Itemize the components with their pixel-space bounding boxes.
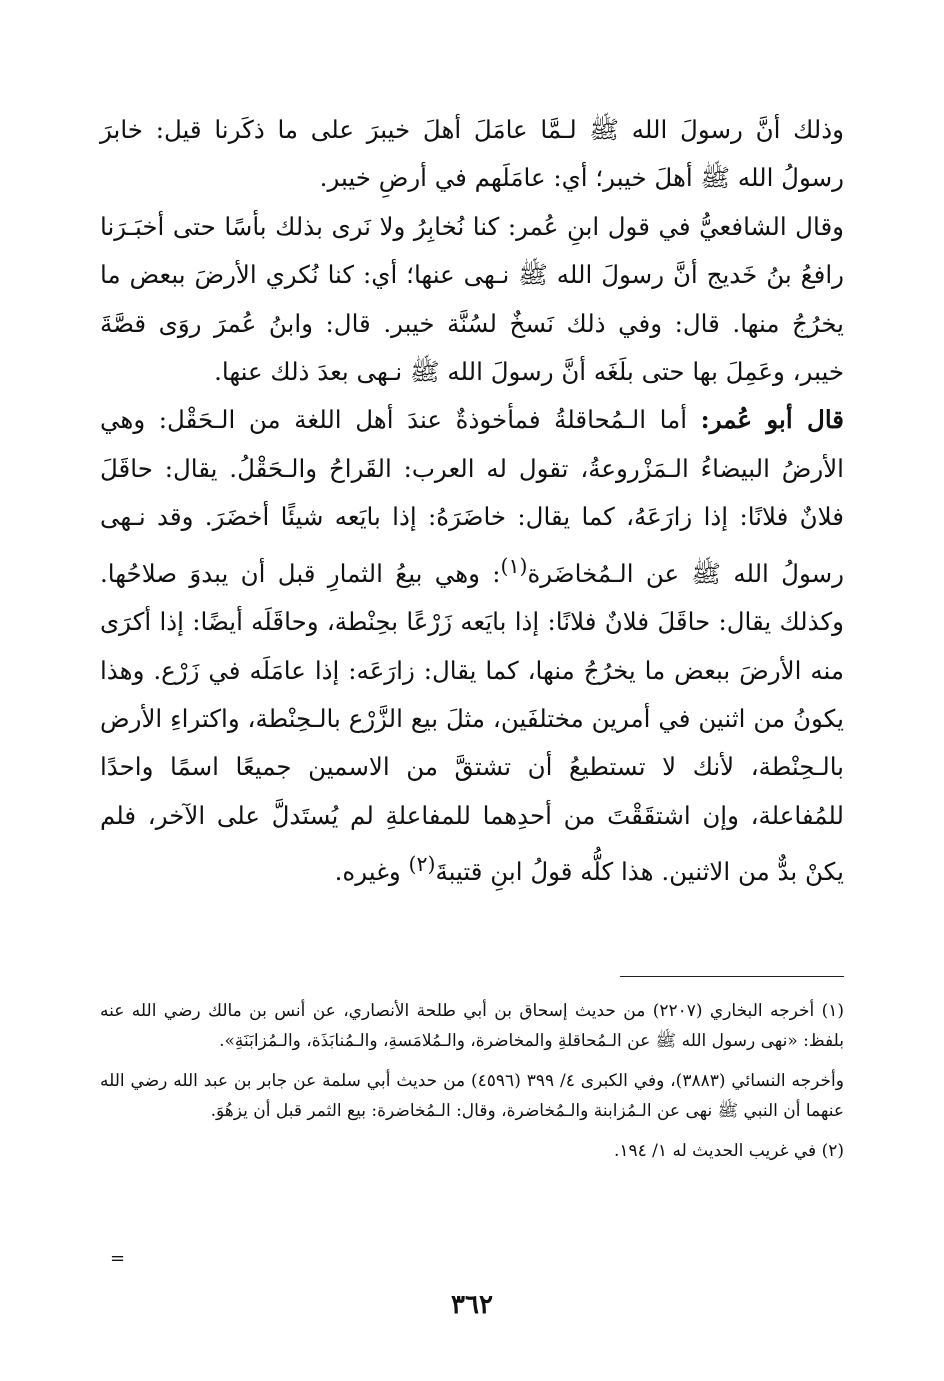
paragraph-1: وذلك أنَّ رسولَ الله ﷺ لـمَّا عامَلَ أهلَ خيبرَ على ما ذكَرنا قيل: خابرَ رسولُ الله ﷺ أهلَ خيبر؛ أي: عامَلَهم في أرضِ خيبر. bbox=[100, 115, 844, 193]
footnote-divider bbox=[620, 976, 844, 977]
paragraph-2: وقال الشافعيُّ في قول ابنِ عُمر: كنا نُخابِرُ ولا نَرى بذلك بأسًا حتى أخبَـرَنا رافعُ بنُ خَديج أنَّ رسولَ الله ﷺ نـهى عنها؛ أي: كنا نُكري الأرضَ ببعض ما يخرُجُ منها. قال: وفي ذلك نَسخٌ لسُنَّة خيبر. قال: وابنُ عُمرَ روَى قصَّةَ خيبر، وعَمِلَ بها حتى بلَغَه أنَّ رسولَ الله ﷺ نـهى بعدَ ذلك عنها. bbox=[100, 211, 844, 387]
paragraph-3-lead: قال أبو عُمر: bbox=[700, 405, 844, 435]
footnote-ref-2[interactable]: (٢) bbox=[408, 852, 436, 877]
paragraph-3-part-c: وغيره. bbox=[334, 857, 409, 887]
footnote-1-continued: وأخرجه النسائي (٣٨٨٣)، وفي الكبرى ٤/ ٣٩٩ (٤٥٩٦) من حديث أبي سلمة عن جابر بن عبد الله رضي الله عنهما أن النبي ﷺ نهى عن الـمُزابنة والـمُخاضرة، وقال: الـمُخاضرة: بيع الثمر قبل أن يزهُوَ. bbox=[100, 1071, 844, 1121]
main-text bbox=[100, 106, 844, 897]
footnote-2: (٢) في غريب الحديث له ١/ ١٩٤. bbox=[613, 1141, 844, 1161]
paragraph-3-part-a: أما الـمُحاقلةُ فمأخوذةٌ عندَ أهل اللغة من الـحَقْل: وهي الأرضُ البيضاءُ الـمَزْروعةُ، تقول له العرب: القَراحُ والـحَقْلُ. يقال: حاقَلَ فلانٌ فلانًا: إذا زارَعَهُ، كما يقال: خاضَرَهُ: إذا بايَعه شيئًا أخضَرَ. وقد نـهى رسولُ الله ﷺ عن الـمُخاضَرة bbox=[100, 405, 844, 588]
page-number: ٣٦٢ bbox=[451, 1290, 493, 1320]
paragraph-3 bbox=[100, 396, 844, 896]
footnotes bbox=[100, 996, 844, 1176]
continuation-mark: = bbox=[110, 1248, 126, 1269]
paragraph-3-part-b: : وهي بيعُ الثمارِ قبل أن يبدوَ صلاحُها. وكذلك يقال: حاقَلَ فلانٌ فلانًا: إذا بايَعه زَرْعًا بحِنْطة، وحاقَلَه أيضًا: إذا أكرَى منه الأرضَ ببعض ما يخرُجُ منها، كما يقال: زارَعَه: إذا عامَلَه في زَرْع. وهذا يكونُ من اثنين في أمرين مختلفَين، مثلَ بيع الزَّرْع بالـحِنْطة، واكتراءِ الأرض بالـحِنْطة، لأنك لا تستطيعُ أن تشتقَّ من الاسمين جميعًا اسمًا واحدًا للمُفاعلة، وإن اشتقَقْتَ من أحدِهما للمفاعلةِ لم يُستَدلَّ على الآخر، فلم يكنْ بدٌّ من الاثنين. هذا كلُّه قولُ ابنِ قتيبةَ bbox=[100, 558, 844, 887]
footnote-1: (١) أخرجه البخاري (٢٢٠٧) من حديث إسحاق بن أبي طلحة الأنصاري، عن أنس بن مالك رضي الله عنه بلفظ: «نهى رسول الله ﷺ عن الـمُحاقلةِ والمخاضرة، والـمُلامَسةِ، والـمُنابَذَة، والـمُزابَنَةِ». bbox=[100, 1001, 845, 1051]
footnote-ref-1[interactable]: (١) bbox=[500, 553, 528, 578]
